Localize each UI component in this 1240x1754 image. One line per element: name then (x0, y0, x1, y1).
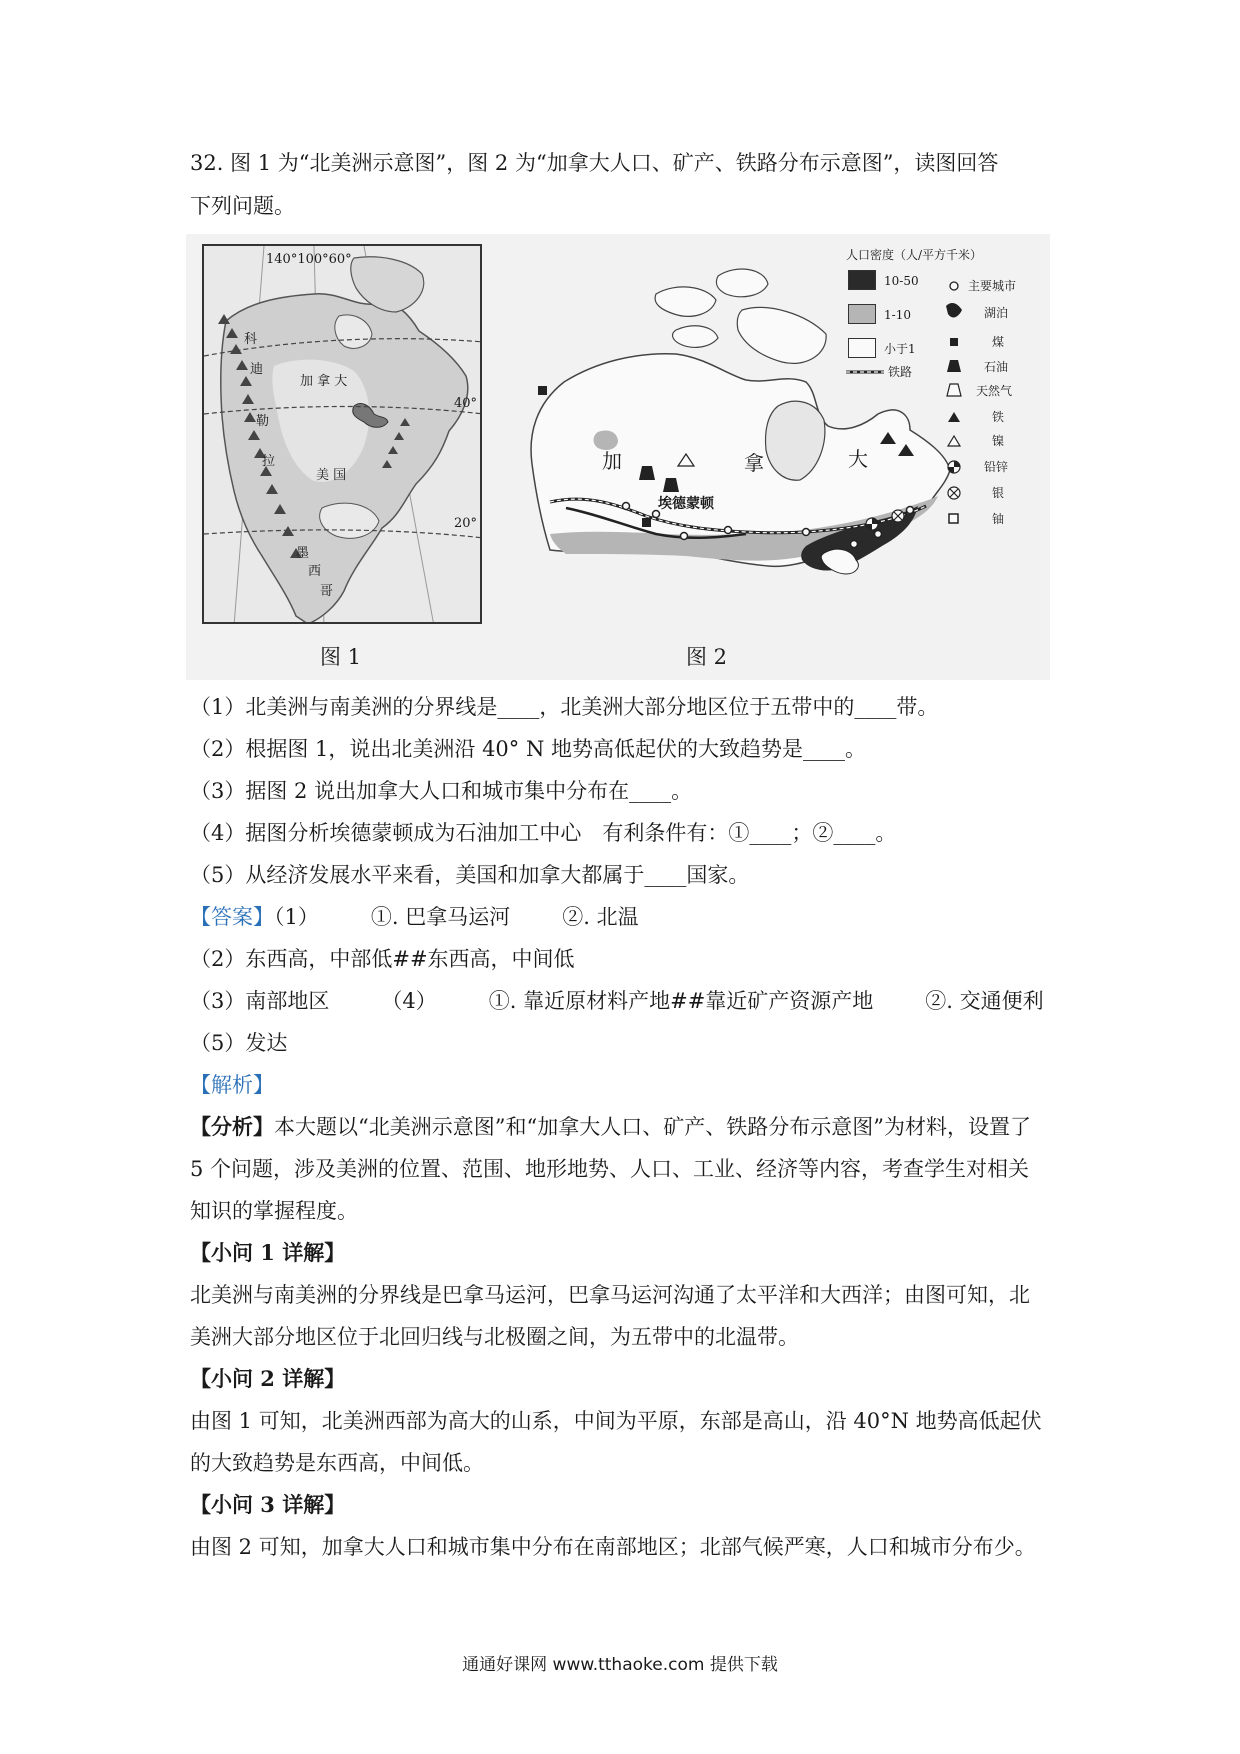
mountain-label-char: 迪 (250, 362, 264, 377)
legend-iron-icon (948, 412, 960, 422)
latitude-20-label: 20° (454, 516, 478, 531)
legend-symbol-label: 石油 (984, 360, 1009, 374)
legend-lake-icon (946, 303, 962, 317)
mountain-label-char: 勒 (256, 414, 270, 429)
answer-line-4: （5）发达 (190, 1031, 288, 1055)
legend-swatch-10-50 (848, 270, 876, 290)
answer-4-b: ②. 交通便利 (925, 989, 1044, 1013)
figure2-canada-map (506, 234, 1050, 680)
place-label-usa: 美 国 (316, 468, 347, 483)
analysis-label: 【解析】 (190, 1073, 274, 1097)
answer-4-number: （4） (381, 989, 437, 1013)
legend-city-icon (950, 282, 958, 290)
analysis-q1-line2: 美洲大部分地区位于北回归线与北极圈之间，为五带中的北温带。 (190, 1325, 799, 1349)
figure1-north-america-map (202, 244, 482, 624)
arctic-islands (655, 269, 826, 363)
analysis-q2-label: 【小问 2 详解】 (190, 1366, 346, 1391)
legend-symbol-label: 铅锌 (984, 460, 1009, 474)
sub-question-3: （3）据图 2 说出加拿大人口和城市集中分布在____。 (190, 779, 693, 803)
legend-symbol-label: 铀 (992, 512, 1005, 526)
mountain-label-char: 科 (244, 332, 258, 347)
analysis-fenxi-line2: 5 个问题，涉及美洲的位置、范围、地形地势、人口、工业、经济等内容，考查学生对相关 (190, 1157, 1030, 1181)
latitude-40-label: 40° (454, 396, 478, 411)
island-shape (673, 326, 718, 348)
city-circle-icon (851, 541, 858, 548)
legend-density-1-10: 1-10 (884, 308, 911, 322)
figures-panel (186, 234, 1050, 680)
legend-symbol-label: 镍 (992, 434, 1005, 448)
coal-symbol-icon (642, 518, 651, 527)
legend-title: 人口密度（人/平方千米） (846, 248, 983, 262)
question-stem-line2: 下列问题。 (190, 194, 295, 218)
island-shape (737, 307, 826, 363)
legend-swatch-lt1 (848, 338, 876, 358)
legend-swatch-1-10 (848, 304, 876, 324)
answer-4-a: ①. 靠近原材料产地##靠近矿产资源产地 (488, 989, 874, 1013)
city-circle-icon (907, 507, 914, 514)
analysis-fenxi-line1 (190, 1112, 1031, 1142)
legend-symbol-label: 主要城市 (968, 279, 1017, 293)
legend-density-10-50: 10-50 (884, 274, 919, 288)
legend-oil-icon (947, 360, 961, 372)
legend-density-lt1: 小于1 (884, 342, 916, 356)
answer-label: 【答案】 (190, 905, 274, 929)
legend-railway-label: 铁路 (888, 365, 913, 379)
answer-3: （3）南部地区 (190, 989, 330, 1013)
analysis-q3-label: 【小问 3 详解】 (190, 1492, 346, 1517)
answer-1-number: （1） (274, 905, 319, 929)
sub-question-5: （5）从经济发展水平来看，美国和加拿大都属于____国家。 (190, 863, 750, 887)
analysis-q3-line1: 由图 2 可知，加拿大人口和城市集中分布在南部地区；北部气候严寒，人口和城市分布少。 (190, 1535, 1036, 1559)
legend-gas-icon (947, 384, 961, 396)
mexico-label-char: 西 (308, 564, 322, 579)
legend-symbol-label: 湖泊 (984, 306, 1009, 320)
place-label-canada: 加 拿 大 (300, 374, 348, 389)
figure2-caption: 图 2 (686, 645, 728, 669)
legend-symbol-label: 银 (992, 486, 1005, 500)
page-footer: 通通好课网 www.tthaoke.com 提供下载 (462, 1655, 778, 1675)
analysis-q2-line1: 由图 1 可知，北美洲西部为高大的山系，中间为平原，东部是高山，沿 40°N 地势高低起伏 (190, 1409, 1042, 1433)
country-label-char: 大 (848, 447, 868, 471)
mexico-label-char: 哥 (320, 584, 334, 599)
city-circle-icon (681, 533, 688, 540)
answer-line-2: （2）东西高，中部低##东西高，中间低 (190, 947, 575, 971)
analysis-q1-line1: 北美洲与南美洲的分界线是巴拿马运河，巴拿马运河沟通了太平洋和大西洋；由图可知，北 (190, 1283, 1030, 1307)
analysis-q1-label: 【小问 1 详解】 (190, 1240, 346, 1265)
city-circle-icon (725, 527, 732, 534)
analysis-fenxi-text: 本大题以“北美洲示意图”和“加拿大人口、矿产、铁路分布示意图”为材料，设置了 (274, 1115, 1031, 1139)
answer-line-3 (190, 986, 1044, 1016)
question-stem-line1: 32. 图 1 为“北美洲示意图”，图 2 为“加拿大人口、矿产、铁路分布示意图”，读图回答 (190, 151, 999, 175)
legend-symbol-label: 煤 (992, 335, 1005, 349)
answer-1-b: ②. 北温 (562, 905, 639, 929)
city-label-edmonton: 埃德蒙顿 (658, 496, 714, 512)
country-label-char: 加 (602, 449, 622, 473)
sub-question-4: （4）据图分析埃德蒙顿成为石油加工中心 有利条件有：①____；②____。 (190, 821, 897, 845)
city-circle-icon (803, 529, 810, 536)
mexico-label-char: 墨 (296, 546, 310, 561)
mountain-label-char: 拉 (262, 454, 276, 469)
longitude-labels: 140°100°60° (266, 252, 352, 267)
figure1-caption: 图 1 (320, 645, 362, 669)
sub-question-1: （1）北美洲与南美洲的分界线是____，北美洲大部分地区位于五带中的____带。 (190, 695, 939, 719)
legend-coal-icon (950, 338, 958, 346)
island-shape (655, 287, 716, 316)
legend-symbol-label: 天然气 (976, 384, 1013, 398)
country-label-char: 拿 (744, 451, 764, 475)
north-america-map-graphic (204, 246, 482, 624)
analysis-q2-line2: 的大致趋势是东西高，中间低。 (190, 1451, 484, 1475)
canada-map-graphic (506, 234, 1050, 680)
answer-line-1 (190, 902, 639, 932)
city-circle-icon (875, 531, 882, 538)
analysis-fenxi-line3: 知识的掌握程度。 (190, 1199, 358, 1223)
sub-question-2: （2）根据图 1，说出北美洲沿 40° N 地势高低起伏的大致趋势是____。 (190, 737, 867, 761)
legend-symbol-label: 铁 (992, 410, 1005, 424)
legend-uranium-icon (949, 514, 958, 523)
analysis-fenxi-label: 【分析】 (190, 1114, 274, 1139)
coal-symbol-icon (538, 386, 547, 395)
city-circle-icon (623, 503, 630, 510)
answer-1-a: ①. 巴拿马运河 (370, 905, 511, 929)
legend-nickel-icon (948, 436, 960, 446)
island-shape (716, 269, 768, 297)
